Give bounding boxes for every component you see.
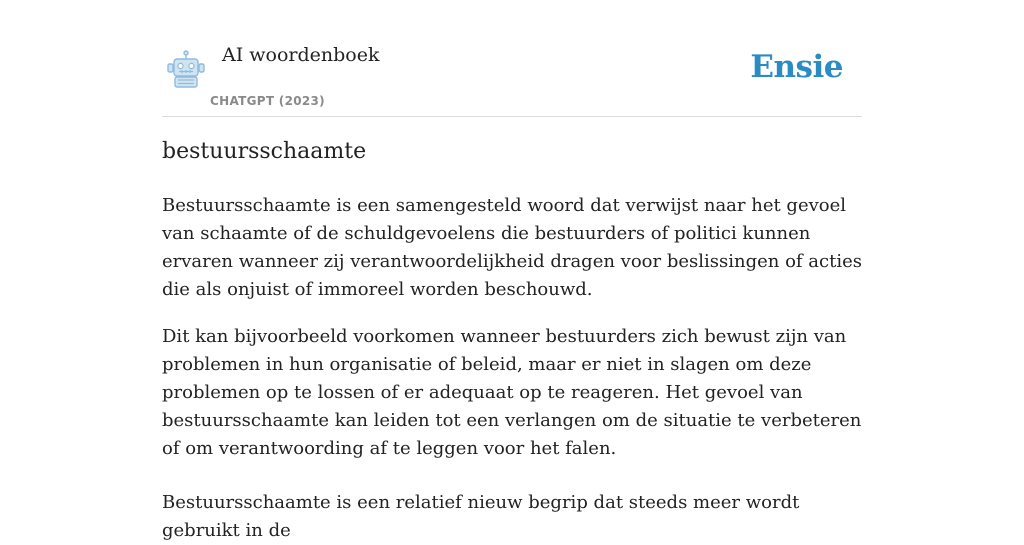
definition-paragraph-1: Bestuursschaamte is een samengesteld woord dat verwijst naar het gevoel van schaamte of de schuldgevoelens die bestuurders of politici kunnen ervaren wanneer zij verantwoordelijkheid dragen voor beslissingen of acties die als onjuist of immoreel worden beschouwd. [162, 195, 862, 300]
entry-card [162, 0, 862, 541]
definition-paragraph-3: Bestuursschaamte is een relatief nieuw begrip dat steeds meer wordt gebruikt in de [162, 492, 800, 541]
entry-term: bestuursschaamte [162, 139, 367, 164]
entry-header [162, 0, 862, 117]
source-subtitle: CHATGPT (2023) [210, 94, 325, 108]
definition-paragraph-2: Dit kan bijvoorbeeld voorkomen wanneer bestuurders zich bewust zijn van problemen in hun organisatie of beleid, maar er niet in slagen om deze problemen op te lossen of er adequaat op te reageren. Het gevoel van bestuursschaamte kan leiden tot een verlangen om de situatie te verbeteren of om verantwoording af te leggen voor het falen. [162, 326, 862, 459]
robot-icon [164, 50, 208, 92]
source-title[interactable]: AI woordenboek [222, 44, 380, 66]
brand-logo[interactable]: Ensie [750, 49, 843, 85]
